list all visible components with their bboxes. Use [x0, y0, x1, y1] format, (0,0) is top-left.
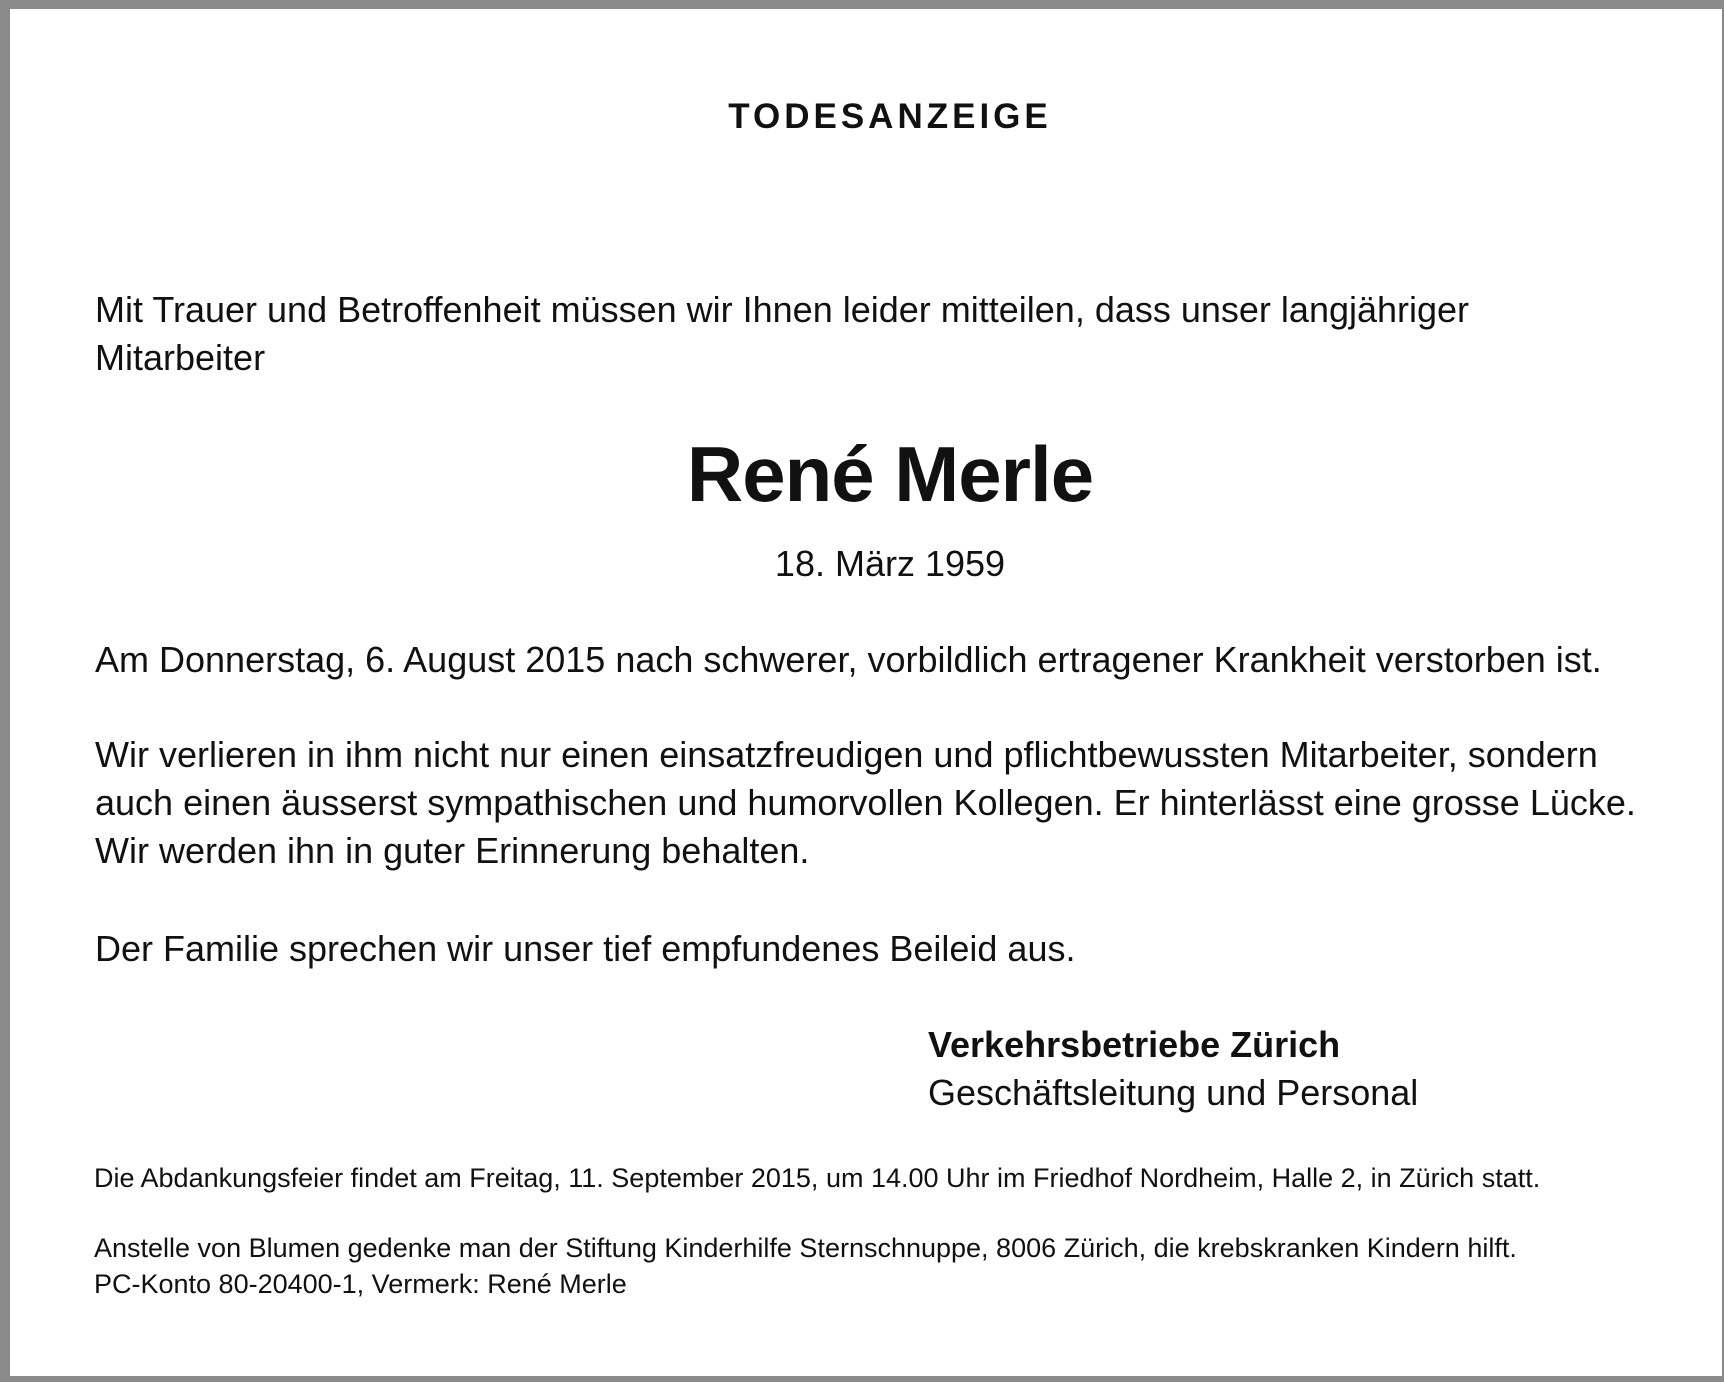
- service-info: Die Abdankungsfeier findet am Freitag, 11. September 2015, um 14.00 Uhr im Friedhof Nordheim, Halle 2, in Zürich statt.: [94, 1163, 1541, 1193]
- signature-organization: Verkehrsbetriebe Zürich: [928, 1024, 1341, 1065]
- birth-date: 18. März 1959: [774, 543, 1006, 584]
- donation-line: Anstelle von Blumen gedenke man der Stiftung Kinderhilfe Sternschnuppe, 8006 Zürich, die krebskranken Kindern hilft.: [94, 1233, 1517, 1263]
- donation-info: [94, 1230, 1714, 1302]
- tribute-text: Wir verlieren in ihm nicht nur einen einsatzfreudigen und pflichtbewussten Mitarbeiter, sondern auch einen äusserst sympathischen und humorvollen Kollegen. Er hinterlässt eine grosse Lücke. Wir werden ihn in guter Erinnerung behalten.: [95, 734, 1636, 871]
- signature-block: [928, 1021, 1418, 1117]
- signature-department: Geschäftsleitung und Personal: [928, 1072, 1419, 1113]
- condolence-text: Der Familie sprechen wir unser tief empfundenes Beileid aus.: [95, 928, 1076, 969]
- death-text: Am Donnerstag, 6. August 2015 nach schwerer, vorbildlich ertragener Krankheit verstorben ist.: [95, 639, 1602, 680]
- intro-text: Mit Trauer und Betroffenheit müssen wir Ihnen leider mitteilen, dass unser langjähriger Mitarbeiter: [95, 289, 1470, 378]
- deceased-name: René Merle: [686, 430, 1094, 518]
- notice-heading: TODESANZEIGE: [728, 97, 1052, 136]
- donation-account: PC-Konto 80-20400-1, Vermerk: René Merle: [94, 1269, 627, 1299]
